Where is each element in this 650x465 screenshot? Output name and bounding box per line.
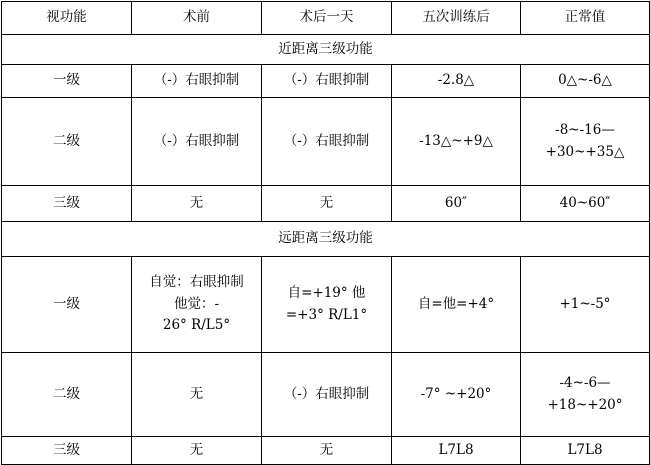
cell-text: +30~+35△ [545,143,625,160]
cell-text: 40~60″ [559,194,611,211]
normal-value-cell [521,98,650,186]
level-cell [2,437,132,465]
cell-text: +1~-5° [559,295,611,312]
cell-text: 自觉：右眼抑制 [149,274,244,291]
header-cell [2,2,132,35]
cell-text: （-）右眼抑制 [283,72,370,89]
normal-value-cell [521,65,650,98]
cell-text: +18~+20° [547,396,623,413]
after-training-cell [392,437,521,465]
table-row [2,98,650,186]
after-training-cell [392,257,521,353]
preop-cell [132,186,262,222]
cell-text: =+3° R/L1° [285,306,368,323]
level-cell [2,98,132,186]
postop-day1-cell [262,98,392,186]
level-cell [2,257,132,353]
vision-function-table [1,1,650,465]
table-row [2,437,650,465]
header-cell [132,2,262,35]
header-text: 正常值 [564,9,606,26]
section-title: 远距离三级功能 [278,230,373,247]
normal-value-cell [521,353,650,437]
level-cell [2,65,132,98]
preop-cell [132,98,262,186]
after-training-cell [392,186,521,222]
cell-text: -8~-16— [555,121,615,138]
table-row [2,257,650,353]
cell-text: （-）右眼抑制 [283,132,370,149]
postop-day1-cell [262,186,392,222]
cell-text: 一级 [53,295,80,312]
preop-cell [132,257,262,353]
header-text: 术前 [183,9,210,26]
section-row [2,222,650,257]
after-training-cell [392,98,521,186]
table-row [2,65,650,98]
cell-text: 无 [189,441,204,458]
cell-text: （-）右眼抑制 [153,72,240,89]
level-cell [2,186,132,222]
section-title: 近距离三级功能 [278,40,373,57]
preop-cell [132,65,262,98]
cell-text: 0△~-6△ [558,72,612,89]
cell-text: 二级 [53,132,80,149]
header-cell [392,2,521,35]
section-title-cell [2,222,650,257]
after-training-cell [392,353,521,437]
normal-value-cell [521,257,650,353]
cell-text: 26° R/L5° [162,317,231,334]
header-text: 术后一天 [299,9,354,26]
cell-text: -4~-6— [559,374,611,391]
cell-text: （-）右眼抑制 [153,132,240,149]
cell-text: L7L8 [438,441,474,458]
cell-text: 无 [189,385,204,402]
header-cell [521,2,650,35]
cell-text: 他觉：- [173,295,220,312]
preop-cell [132,437,262,465]
preop-cell [132,353,262,437]
section-title-cell [2,35,650,65]
cell-text: 无 [319,194,334,211]
cell-text: 无 [319,441,334,458]
cell-text: 二级 [53,385,80,402]
cell-text: 自=他=+4° [417,295,495,312]
after-training-cell [392,65,521,98]
normal-value-cell [521,437,650,465]
header-text: 视功能 [46,9,87,26]
cell-text: -2.8△ [437,72,475,89]
postop-day1-cell [262,65,392,98]
cell-text: 三级 [53,194,80,211]
postop-day1-cell [262,353,392,437]
cell-text: 无 [189,194,204,211]
normal-value-cell [521,186,650,222]
cell-text: -13△~+9△ [419,132,493,149]
postop-day1-cell [262,257,392,353]
table-row [2,353,650,437]
cell-text: 60″ [444,194,468,211]
header-text: 五次训练后 [422,9,490,26]
section-row [2,35,650,65]
cell-text: 三级 [53,441,80,458]
cell-text: 一级 [53,72,80,89]
cell-text: -7° ~+20° [420,385,492,402]
cell-text: L7L8 [567,441,603,458]
cell-text: 自=+19° 他 [287,284,366,301]
level-cell [2,353,132,437]
postop-day1-cell [262,437,392,465]
table-row [2,186,650,222]
cell-text: （-）右眼抑制 [283,385,370,402]
header-row [2,2,650,35]
header-cell [262,2,392,35]
